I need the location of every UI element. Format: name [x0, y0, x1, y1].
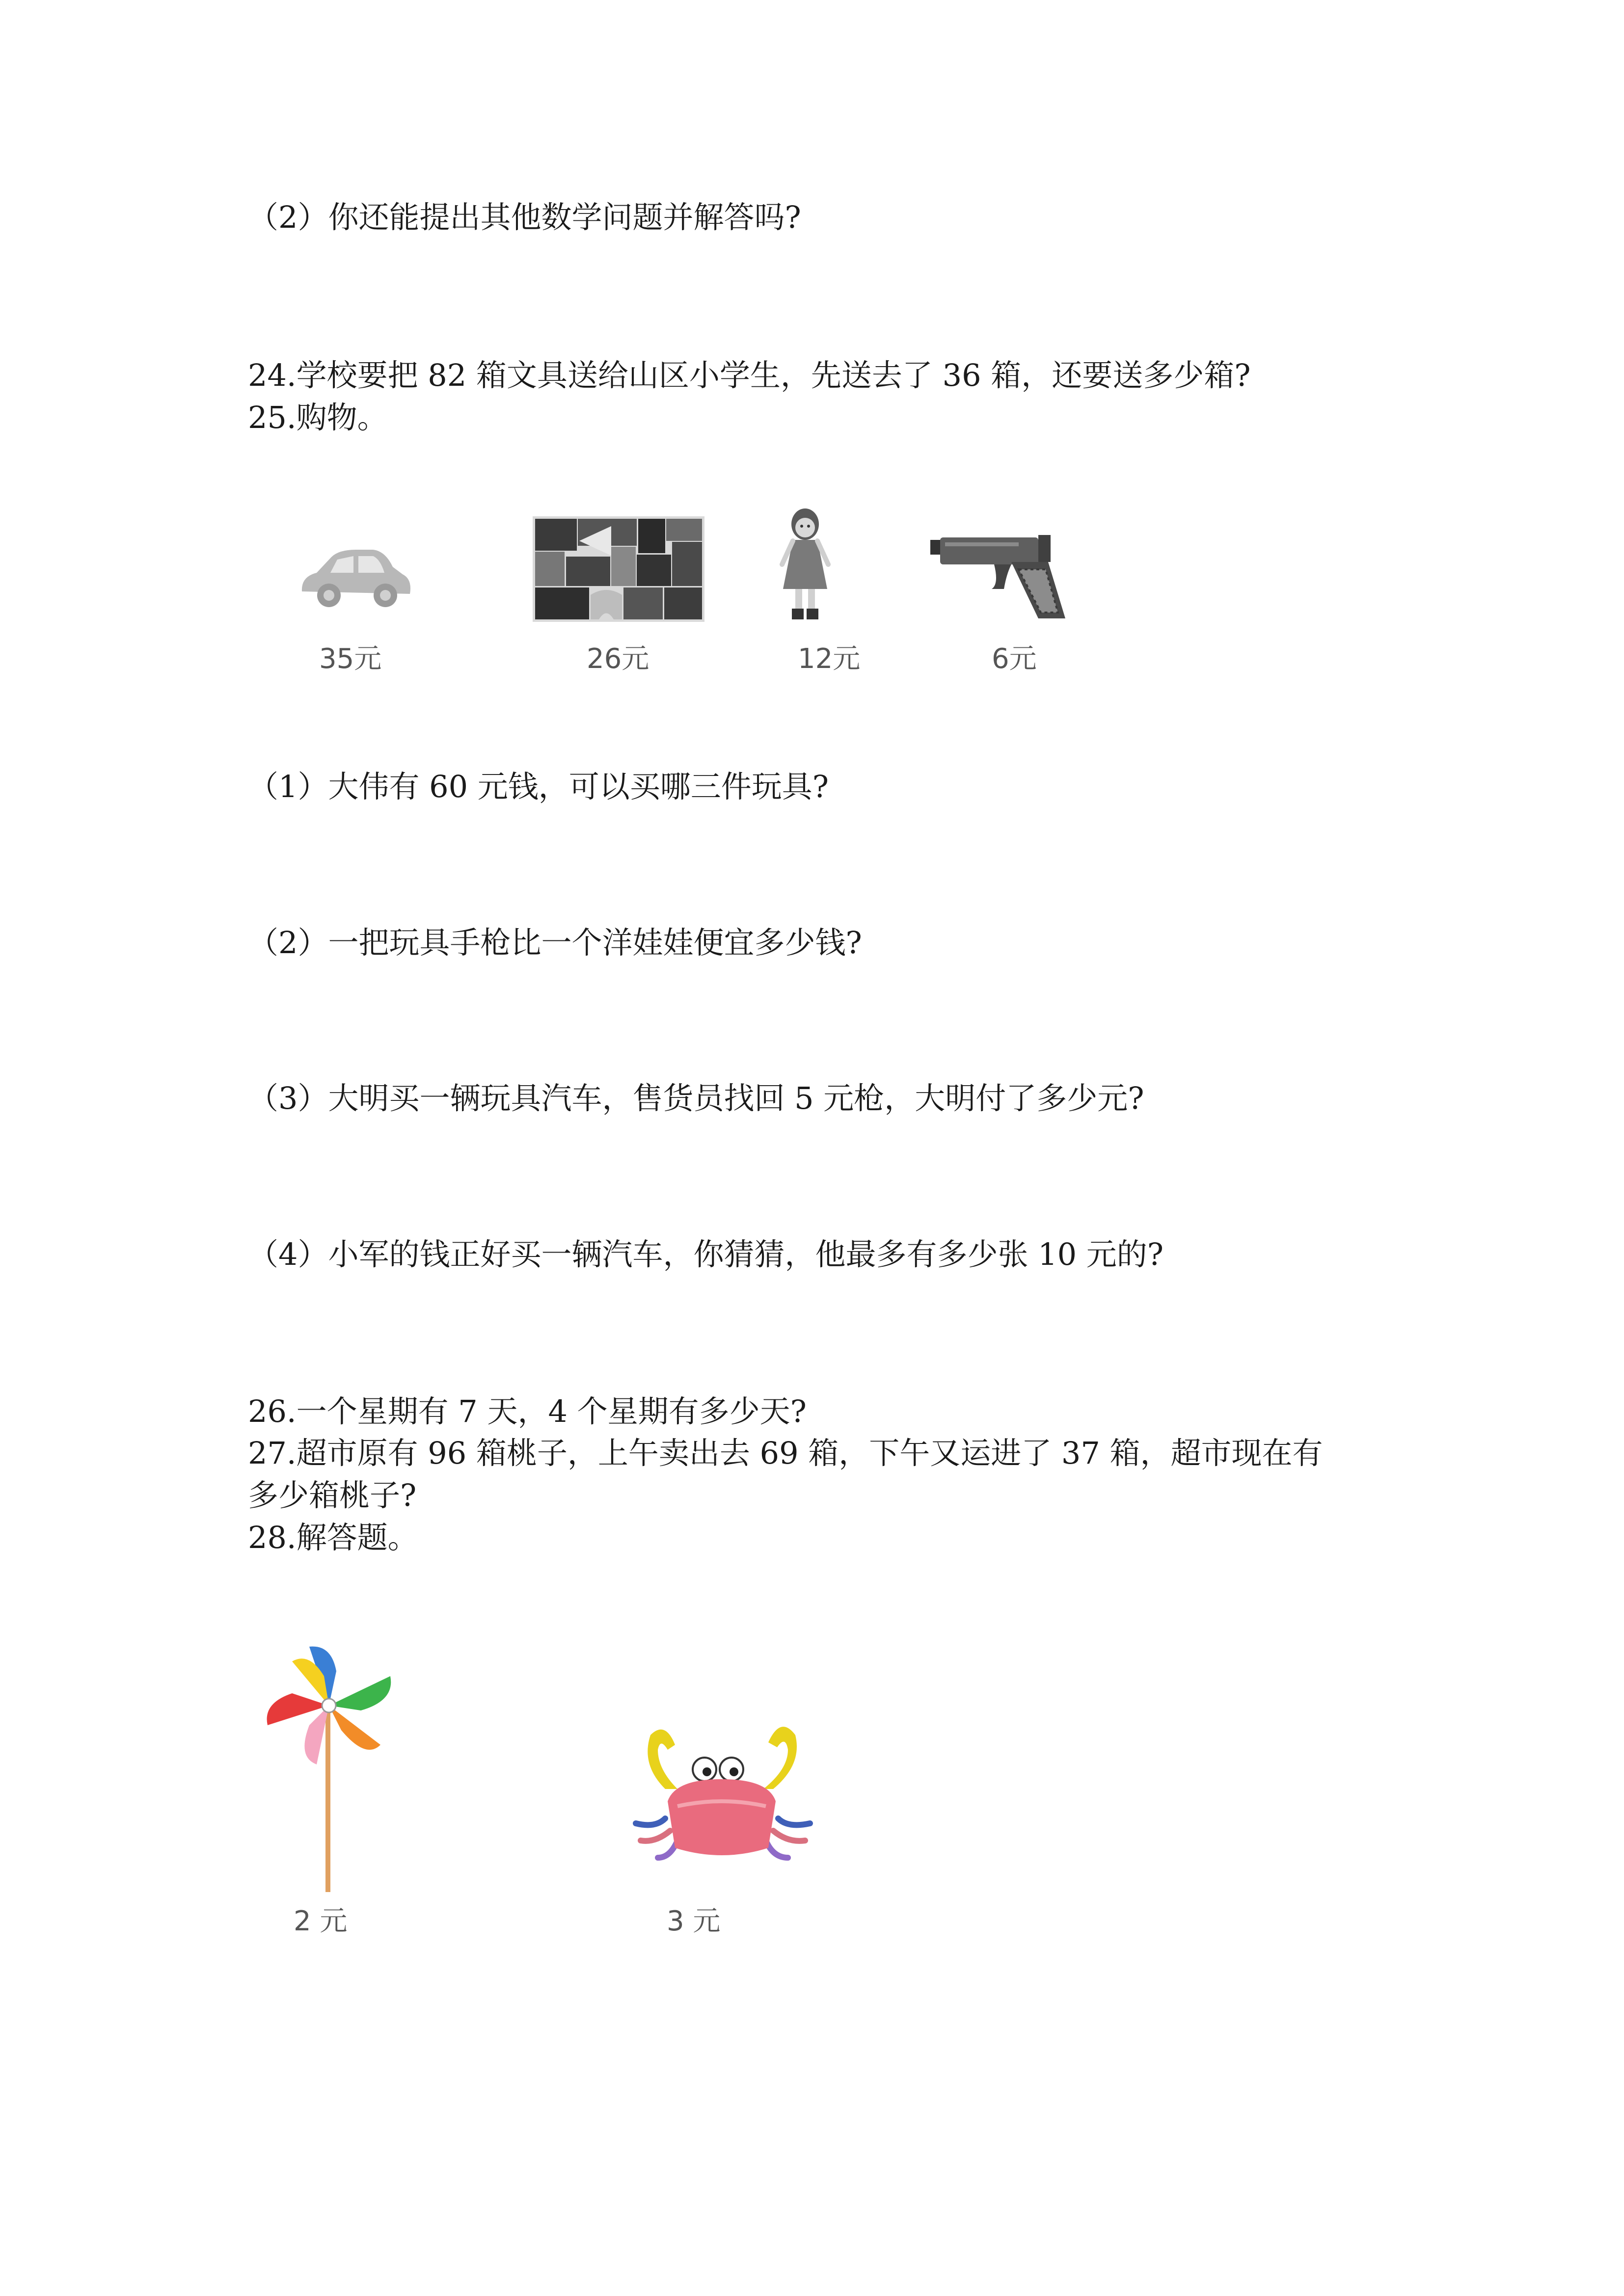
question-28: 28.解答题。 [248, 1520, 418, 1555]
question-25-2: （2）一把玩具手枪比一个洋娃娃便宜多少钱? [248, 925, 862, 961]
item-price-pinwheel: 2 元 [294, 1905, 348, 1937]
question-25: 25.购物。 [248, 400, 388, 435]
doll-icon [778, 506, 832, 623]
question-26: 26.一个星期有 7 天，4 个星期有多少天? [248, 1393, 807, 1429]
toy-price-car: 35元 [319, 643, 382, 675]
blocks-icon [533, 516, 704, 622]
crab-icon [631, 1715, 817, 1877]
question-27-cont: 多少箱桃子? [248, 1477, 417, 1513]
toy-price-doll: 12元 [798, 643, 861, 675]
question-25-3: （3）大明买一辆玩具汽车，售货员找回 5 元枪，大明付了多少元? [248, 1080, 1144, 1116]
item-price-crab: 3 元 [667, 1905, 721, 1937]
gun-icon [925, 525, 1068, 623]
toy-price-blocks: 26元 [587, 643, 650, 675]
pinwheel-icon [263, 1642, 395, 1897]
toy-price-gun: 6元 [992, 643, 1037, 675]
question-25-1: （1）大伟有 60 元钱，可以买哪三件玩具? [248, 769, 829, 804]
question-25-4: （4）小军的钱正好买一辆汽车，你猜猜，他最多有多少张 10 元的? [248, 1236, 1164, 1272]
question-24: 24.学校要把 82 箱文具送给山区小学生，先送去了 36 箱，还要送多少箱? [248, 357, 1251, 393]
question-23-2: （2）你还能提出其他数学问题并解答吗? [248, 199, 801, 235]
question-27: 27.超市原有 96 箱桃子，上午卖出去 69 箱，下午又运进了 37 箱，超市现在有 [248, 1435, 1323, 1471]
car-icon [292, 537, 415, 616]
